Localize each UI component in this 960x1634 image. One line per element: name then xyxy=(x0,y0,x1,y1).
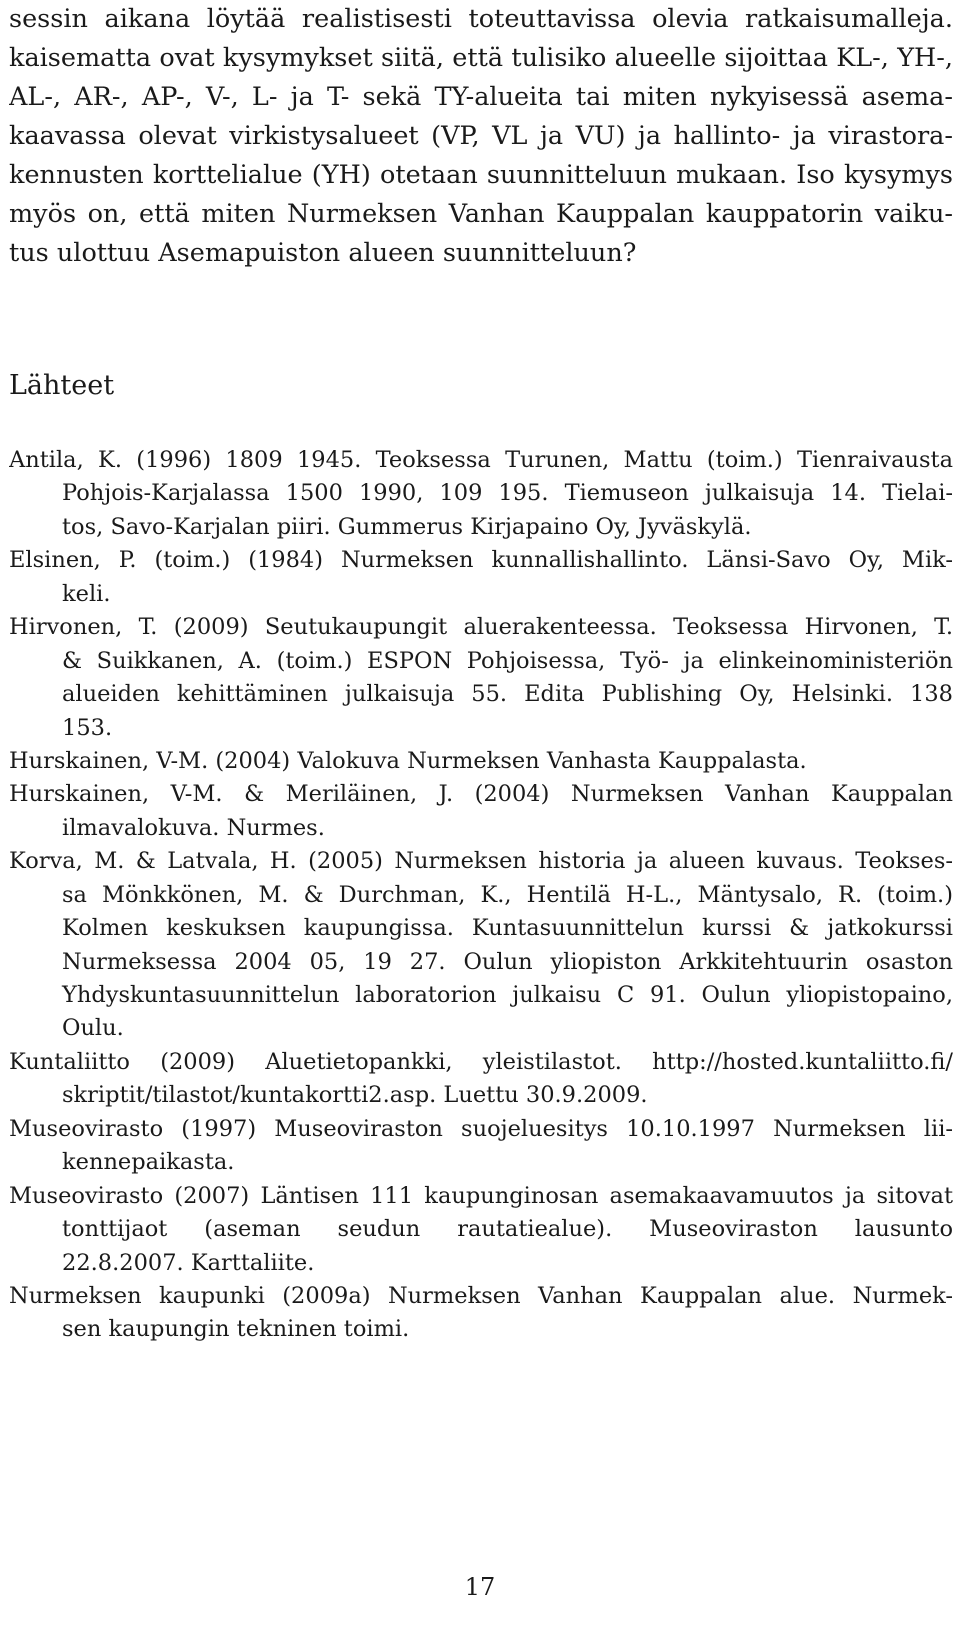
reference-item xyxy=(9,611,953,745)
reference-line: Hurskainen, V-M. & Meriläinen, J. (2004) Nurmeksen Vanhan Kauppalan xyxy=(9,781,953,808)
reference-list xyxy=(9,444,953,1347)
reference-item xyxy=(9,1280,953,1347)
reference-item xyxy=(9,544,953,611)
reference-line: Oulu. xyxy=(62,1015,124,1042)
reference-item xyxy=(9,778,953,845)
intro-line: kaisematta ovat kysymykset siitä, että tulisiko alueelle sijoittaa KL-, YH-, xyxy=(9,43,953,73)
reference-line: Yhdyskuntasuunnittelun laboratorion julkaisu C 91. Oulun yliopistopaino, xyxy=(62,982,953,1008)
reference-item xyxy=(9,1180,953,1280)
reference-line: Kolmen keskuksen kaupungissa. Kuntasuunnittelun kurssi & jatkokurssi xyxy=(62,915,953,942)
intro-line: myös on, että miten Nurmeksen Vanhan Kauppalan kauppatorin vaiku- xyxy=(9,199,953,229)
reference-line: Nurmeksessa 2004 05, 19 27. Oulun yliopiston Arkkitehtuurin osaston xyxy=(62,948,953,975)
page-number: 17 xyxy=(464,1573,496,1601)
reference-line: Korva, M. & Latvala, H. (2005) Nurmeksen historia ja alueen kuvaus. Teokses- xyxy=(9,848,953,875)
reference-line: Hirvonen, T. (2009) Seutukaupungit aluerakenteessa. Teoksessa Hirvonen, T. xyxy=(9,614,953,641)
section-heading: Lähteet xyxy=(9,370,115,401)
reference-line: & Suikkanen, A. (toim.) ESPON Pohjoisessa, Työ- ja elinkeinoministeriön xyxy=(62,647,953,674)
intro-line: kaavassa olevat virkistysalueet (VP, VL ja VU) ja hallinto- ja virastora- xyxy=(9,121,953,151)
reference-line: Nurmeksen kaupunki (2009a) Nurmeksen Vanhan Kauppalan alue. Nurmek- xyxy=(9,1282,953,1309)
reference-line: sa Mönkkönen, M. & Durchman, K., Hentilä H-L., Mäntysalo, R. (toim.) xyxy=(62,881,953,908)
reference-line: Museovirasto (2007) Läntisen 111 kaupunginosan asemakaavamuutos ja sitovat xyxy=(9,1182,953,1209)
intro-line: AL-, AR-, AP-, V-, L- ja T- sekä TY-alueita tai miten nykyisessä asema- xyxy=(9,82,953,112)
reference-line: keli. xyxy=(62,580,111,607)
reference-item xyxy=(9,444,953,544)
intro-paragraph xyxy=(9,0,953,273)
reference-line: Hurskainen, V-M. (2004) Valokuva Nurmeksen Vanhasta Kauppalasta. xyxy=(9,747,807,774)
reference-line: Pohjois-Karjalassa 1500 1990, 109 195. Tiemuseon julkaisuja 14. Tielai- xyxy=(62,480,953,507)
reference-line: tonttijaot (aseman seudun rautatiealue). Museoviraston lausunto xyxy=(62,1216,953,1243)
reference-line: skriptit/tilastot/kuntakortti2.asp. Luettu 30.9.2009. xyxy=(62,1082,648,1109)
reference-line: kennepaikasta. xyxy=(62,1149,235,1176)
reference-item xyxy=(9,1046,953,1113)
reference-line: alueiden kehittäminen julkaisuja 55. Edita Publishing Oy, Helsinki. 138 xyxy=(62,681,953,708)
intro-line: sessin aikana löytää realistisesti toteuttavissa olevia ratkaisumalleja. xyxy=(9,4,953,34)
intro-line: kennusten korttelialue (YH) otetaan suunnitteluun mukaan. Iso kysymys xyxy=(9,160,953,190)
reference-item xyxy=(9,845,953,1046)
reference-item xyxy=(9,1113,953,1180)
reference-line: Kuntaliitto (2009) Aluetietopankki, yleistilastot. http://hosted.kuntaliitto.fi/ xyxy=(9,1048,953,1075)
reference-line: 153. xyxy=(62,714,113,741)
reference-line: Museovirasto (1997) Museoviraston suojeluesitys 10.10.1997 Nurmeksen lii- xyxy=(9,1115,953,1142)
reference-line: ilmavalokuva. Nurmes. xyxy=(62,814,325,841)
reference-line: tos, Savo-Karjalan piiri. Gummerus Kirjapaino Oy, Jyväskylä. xyxy=(62,513,752,540)
reference-line: Elsinen, P. (toim.) (1984) Nurmeksen kunnallishallinto. Länsi-Savo Oy, Mik- xyxy=(9,547,953,574)
document-page xyxy=(9,0,953,1343)
reference-line: Antila, K. (1996) 1809 1945. Teoksessa Turunen, Mattu (toim.) Tienraivausta xyxy=(9,447,953,473)
reference-line: sen kaupungin tekninen toimi. xyxy=(62,1316,410,1343)
intro-line: tus ulottuu Asemapuiston alueen suunnitteluun? xyxy=(9,238,637,268)
reference-item xyxy=(9,745,953,778)
reference-line: 22.8.2007. Karttaliite. xyxy=(62,1249,315,1276)
